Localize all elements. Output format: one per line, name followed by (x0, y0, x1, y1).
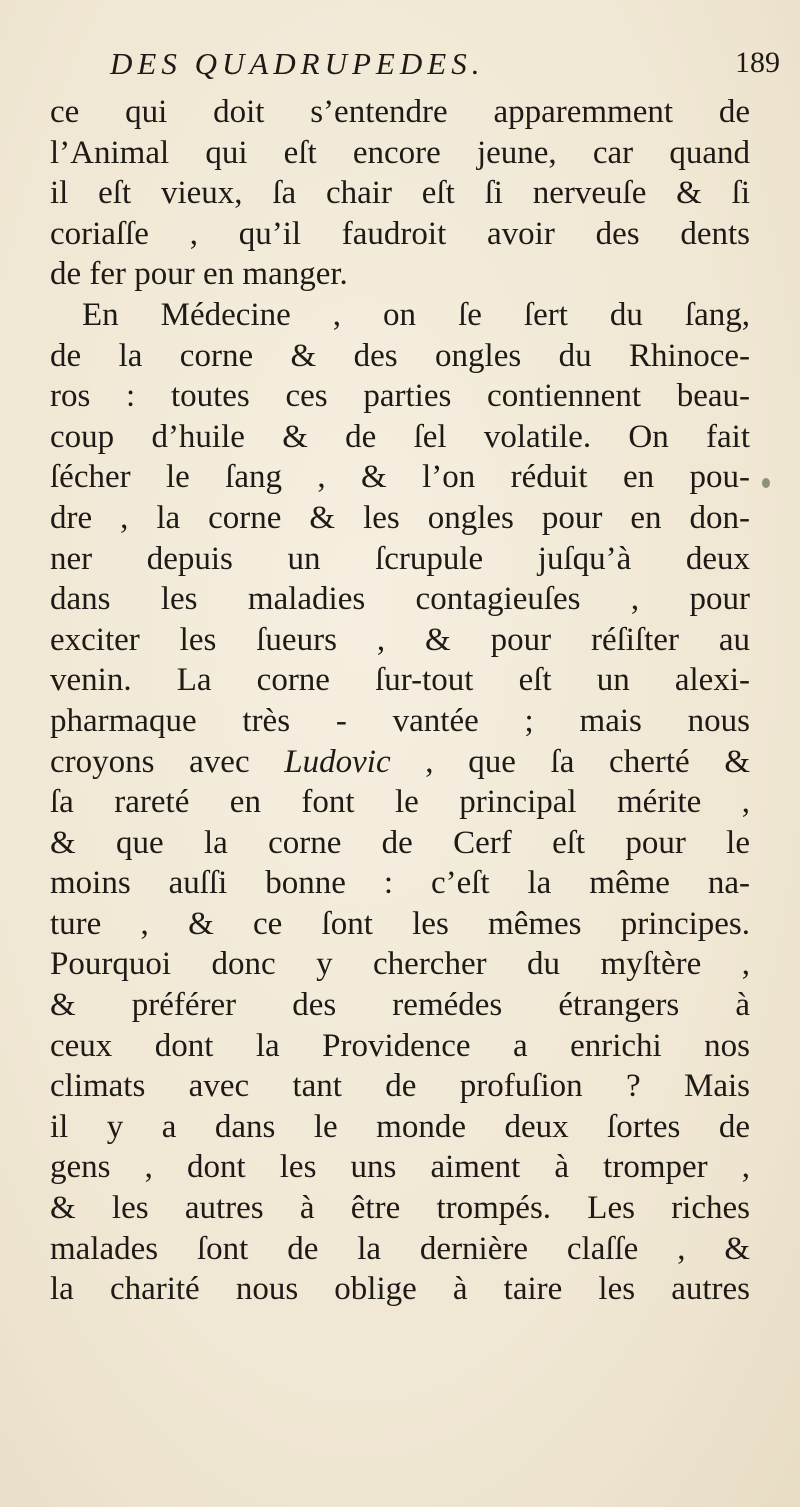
text-line: de la corne & des ongles du Rhinoce- (50, 337, 750, 374)
ink-spot (762, 478, 770, 488)
text-line: coriaſſe , qu’il faudroit avoir des dents (50, 215, 750, 252)
text-line: ſa rareté en font le principal mérite , (50, 784, 750, 821)
text-line: dre , la corne & les ongles pour en don- (50, 499, 750, 536)
text-line: coup d’huile & de ſel volatile. On fait (50, 418, 750, 455)
text-line: En Médecine , on ſe ſert du ſang, (82, 296, 750, 333)
text-line: ture , & ce ſont les mêmes principes. (50, 905, 750, 942)
text-line: la charité nous oblige à taire les autres (50, 1271, 750, 1308)
text-line: l’Animal qui eſt encore jeune, car quand (50, 134, 750, 171)
page-header (110, 46, 780, 86)
running-head: DES QUADRUPEDES. (110, 46, 485, 81)
italic-name: Ludovic (284, 743, 391, 780)
text-line: il y a dans le monde deux ſortes de (50, 1108, 750, 1145)
text-line: & préférer des remédes étrangers à (50, 987, 750, 1024)
text-line: Pourquoi donc y chercher du myſtère , (50, 946, 750, 983)
text-line: ros : toutes ces parties contiennent beau- (50, 378, 750, 415)
text-line: moins auſſi bonne : c’eſt la même na- (50, 865, 750, 902)
text-line: ner depuis un ſcrupule juſqu’à deux (50, 540, 750, 577)
text-line: & que la corne de Cerf eſt pour le (50, 824, 750, 861)
text-line: climats avec tant de profuſion ? Mais (50, 1068, 750, 1105)
text-line: croyons avec Ludovic , que ſa cherté & (50, 743, 750, 780)
text-line: de fer pour en manger. (50, 256, 348, 293)
text-line: il eſt vieux, ſa chair eſt ſi nerveuſe & ſi (50, 175, 750, 212)
text-line: ſécher le ſang , & l’on réduit en pou- (50, 459, 750, 496)
body-text (50, 92, 750, 1310)
text-line: venin. La corne ſur-tout eſt un alexi- (50, 662, 750, 699)
text-line: exciter les ſueurs , & pour réſiſter au (50, 621, 750, 658)
text-line: gens , dont les uns aiment à tromper , (50, 1149, 750, 1186)
text-line: ceux dont la Providence a enrichi nos (50, 1027, 750, 1064)
text-line: pharmaque très - vantée ; mais nous (50, 702, 750, 739)
text-line: & les autres à être trompés. Les riches (50, 1190, 750, 1227)
text-line: dans les maladies contagieuſes , pour (50, 581, 750, 618)
page-number: 189 (735, 46, 780, 79)
text-line: malades ſont de la dernière claſſe , & (50, 1230, 750, 1267)
text-line: ce qui doit s’entendre apparemment de (50, 94, 750, 130)
